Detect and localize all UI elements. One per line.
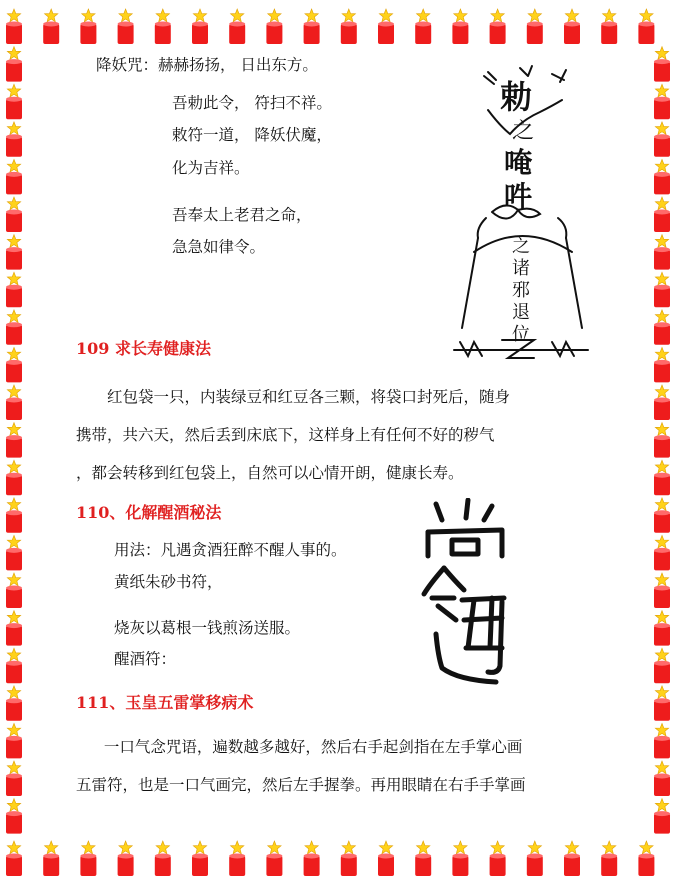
candle-icon — [118, 841, 134, 876]
candle-icon — [192, 841, 208, 876]
candle-icon — [452, 9, 468, 44]
candle-icon — [229, 841, 245, 876]
candle-icon — [266, 9, 282, 44]
section-110-heading: 110、化解醒酒秘法 — [76, 503, 222, 522]
section-110-line-3: 烧灰以葛根一钱煎汤送服。 — [114, 619, 301, 637]
candle-icon — [6, 272, 22, 307]
candle-icon — [6, 611, 22, 646]
candle-icon — [654, 84, 670, 119]
candle-icon — [638, 9, 654, 44]
talisman-inner-char-2: 诸 — [512, 258, 530, 278]
talisman-inner-char-5: 位 — [512, 324, 530, 344]
candle-icon — [6, 498, 22, 533]
section-109-heading: 109 求长寿健康法 — [76, 339, 211, 358]
candle-icon — [341, 9, 357, 44]
candle-icon — [6, 841, 22, 876]
candle-icon — [6, 47, 22, 82]
candle-icon — [415, 9, 431, 44]
candle-icon — [654, 423, 670, 458]
candle-icon — [6, 573, 22, 608]
candle-icon — [654, 47, 670, 82]
candle-icon — [6, 84, 22, 119]
candle-icon — [564, 9, 580, 44]
section-111-paragraph — [76, 728, 636, 804]
candle-icon — [654, 460, 670, 495]
candle-icon — [6, 799, 22, 834]
candle-icon — [564, 841, 580, 876]
section-109-paragraph — [76, 378, 616, 492]
candle-icon — [304, 9, 320, 44]
candle-icon — [378, 841, 394, 876]
candle-icon — [654, 535, 670, 570]
candle-icon — [6, 535, 22, 570]
candle-icon — [654, 799, 670, 834]
candle-icon — [654, 723, 670, 758]
candle-icon — [6, 9, 22, 44]
candle-icon — [415, 841, 431, 876]
candle-icon — [155, 9, 171, 44]
candle-icon — [6, 122, 22, 157]
candle-icon — [118, 9, 134, 44]
talisman-char-hong: 吽 — [504, 181, 533, 212]
candle-icon — [654, 197, 670, 232]
candle-icon — [304, 841, 320, 876]
candle-icon — [638, 841, 654, 876]
candle-icon — [6, 723, 22, 758]
spell-line-4: 化为吉祥。 — [172, 159, 250, 177]
candle-icon — [6, 235, 22, 270]
candle-icon — [378, 9, 394, 44]
candle-icon — [155, 841, 171, 876]
section-110-line-2: 黄纸朱砂书符， — [114, 573, 223, 591]
candle-icon — [6, 310, 22, 345]
candle-icon — [80, 841, 96, 876]
section-110-line-4: 醒酒符： — [114, 650, 177, 668]
candle-icon — [654, 122, 670, 157]
candle-icon — [6, 159, 22, 194]
section-110-line-1: 用法：凡遇贪酒狂醉不醒人事的。 — [114, 541, 347, 559]
spell-line-2: 吾勅此令， 符扫不祥。 — [172, 94, 332, 112]
spell-line-5: 吾奉太上老君之命， — [172, 206, 312, 224]
section-109-line-1: 红包袋一只，内装绿豆和红豆各三颗，将袋口封死后，随身 — [107, 388, 511, 406]
candle-icon — [6, 347, 22, 382]
candle-icon — [490, 9, 506, 44]
candle-icon — [452, 841, 468, 876]
candle-icon — [654, 347, 670, 382]
candle-icon — [43, 841, 59, 876]
candle-icon — [654, 385, 670, 420]
spell-line-3: 敕符一道， 降妖伏魔， — [172, 126, 332, 144]
candle-icon — [6, 648, 22, 683]
candle-icon — [6, 761, 22, 796]
talisman-inner-char-1: 之 — [512, 236, 530, 256]
candle-icon — [654, 648, 670, 683]
talisman-char-an: 唵 — [504, 147, 533, 178]
talisman-char-zhi: 之 — [512, 118, 535, 143]
candle-icon — [654, 272, 670, 307]
section-111-line-1: 一口气念咒语，遍数越多越好，然后右手起剑指在左手掌心画 — [103, 738, 523, 756]
candle-icon — [654, 686, 670, 721]
spell-line-6: 急急如律令。 — [172, 238, 266, 256]
candle-icon — [654, 498, 670, 533]
demon-subduing-talisman — [448, 60, 598, 360]
candle-icon — [654, 159, 670, 194]
section-109-line-3: ，都会转移到红包袋上，自然可以心情开朗，健康长寿。 — [76, 464, 464, 482]
talisman-inner-char-4: 退 — [512, 302, 530, 322]
candle-icon — [6, 686, 22, 721]
sobering-talisman — [418, 498, 518, 692]
candle-icon — [527, 9, 543, 44]
candle-icon — [527, 841, 543, 876]
section-111-line-2: 五雷符，也是一口气画完，然后左手握拳。再用眼睛在右手手掌画 — [76, 776, 526, 794]
candle-icon — [6, 197, 22, 232]
candle-icon — [654, 310, 670, 345]
candle-icon — [654, 573, 670, 608]
candle-icon — [341, 841, 357, 876]
candle-icon — [601, 9, 617, 44]
candle-icon — [266, 841, 282, 876]
spell-line-1: 降妖咒：赫赫扬扬， 日出东方。 — [96, 56, 318, 74]
section-109-line-2: 携带，共六天，然后丢到床底下，这样身上有任何不好的秽气 — [76, 426, 495, 444]
candle-icon — [229, 9, 245, 44]
candle-icon — [6, 460, 22, 495]
candle-icon — [192, 9, 208, 44]
candle-icon — [654, 761, 670, 796]
candle-icon — [43, 9, 59, 44]
candle-icon — [654, 235, 670, 270]
candle-icon — [6, 423, 22, 458]
candle-icon — [601, 841, 617, 876]
candle-icon — [490, 841, 506, 876]
talisman-inner-char-3: 邪 — [512, 280, 530, 300]
candle-icon — [6, 385, 22, 420]
candle-icon — [654, 611, 670, 646]
candle-icon — [80, 9, 96, 44]
section-111-heading: 111、玉皇五雷掌移病术 — [76, 693, 254, 712]
talisman-char-chi: 勅 — [500, 79, 533, 115]
